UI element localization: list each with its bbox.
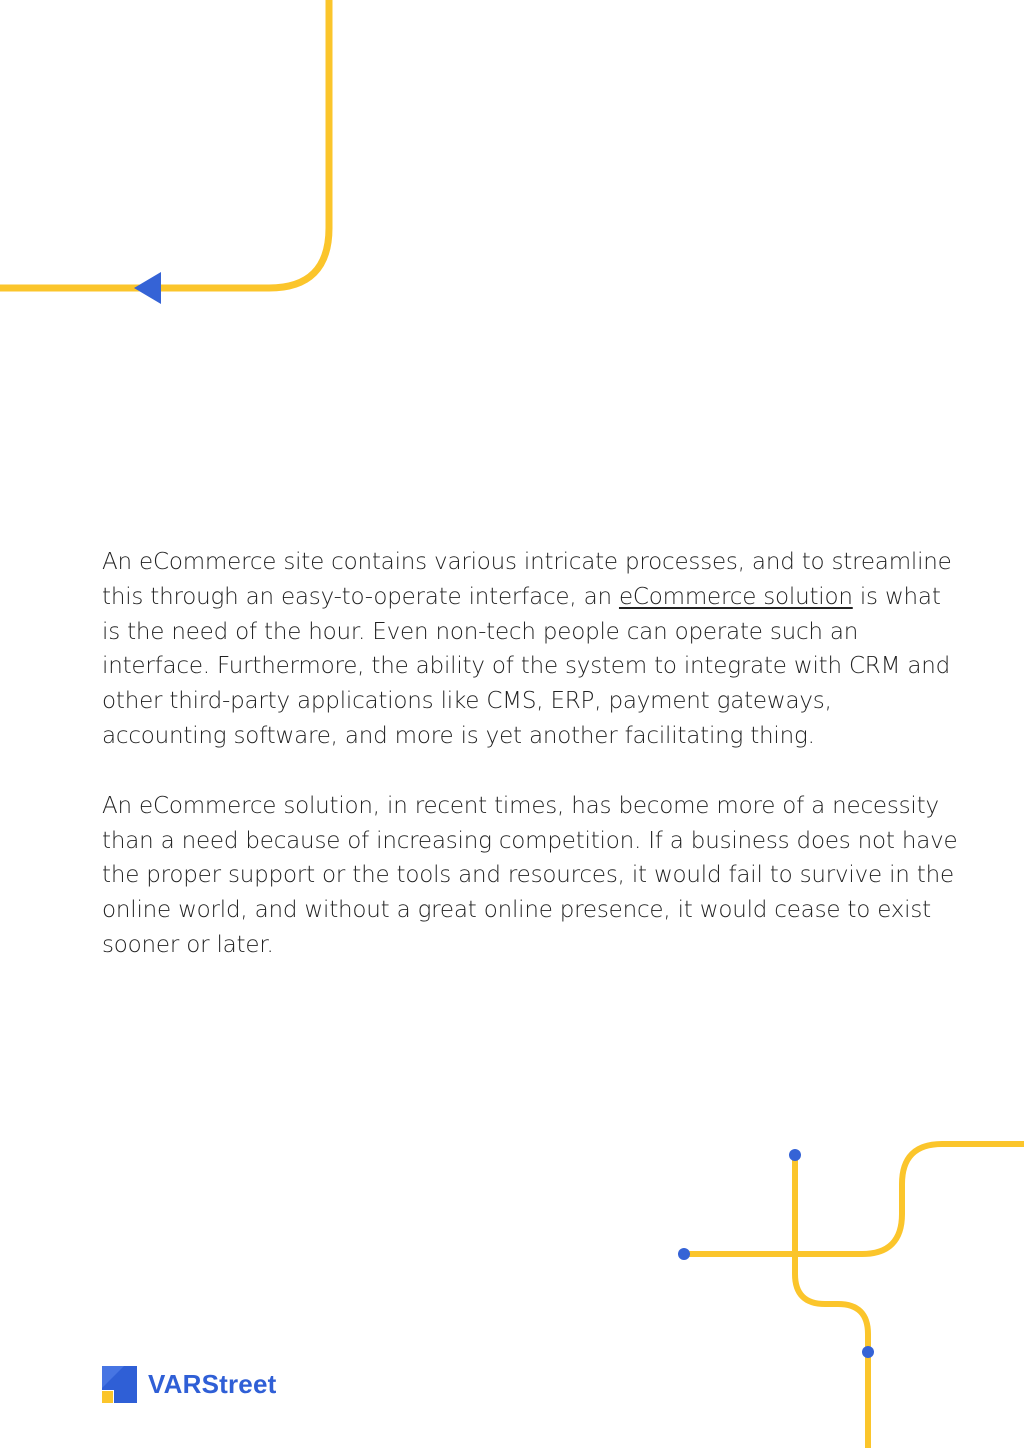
- paragraph-1-text-end: is what is the need of the hour. Even non-tech people can operate such an interface. Furthermore, the ability of the system to integrate with CRM and other third-party applications like CMS, ERP, payment gateways, accounting software, and more is yet another facilitating thing.: [102, 583, 951, 749]
- logo-text: VARStreet: [148, 1369, 277, 1399]
- article-body: [102, 545, 962, 963]
- paragraph-2: An eCommerce solution, in recent times, has become more of a necessity than a need because of increasing competition. If a business does not have the proper support or the tools and resources, it would fail to survive in the online world, and without a great online presence, it would cease to exist sooner or later.: [102, 792, 958, 958]
- ecommerce-solution-link[interactable]: eCommerce solution: [618, 583, 853, 610]
- arrow-left-icon: [134, 272, 161, 304]
- dot-icon: [678, 1248, 690, 1260]
- bottom-right-horizontal-line: [684, 1144, 1024, 1254]
- varstreet-logo: [102, 1366, 276, 1403]
- bottom-right-vertical-line: [795, 1155, 868, 1448]
- paragraph-1-text-start: An eCommerce site contains various intricate processes, and to streamline this through an easy-to-operate interface, an: [102, 549, 952, 610]
- top-left-yellow-line: [0, 0, 329, 288]
- dot-icon: [789, 1149, 801, 1161]
- dot-icon: [862, 1346, 874, 1358]
- paragraph-1: [102, 545, 962, 754]
- varstreet-logo-icon: [102, 1366, 137, 1403]
